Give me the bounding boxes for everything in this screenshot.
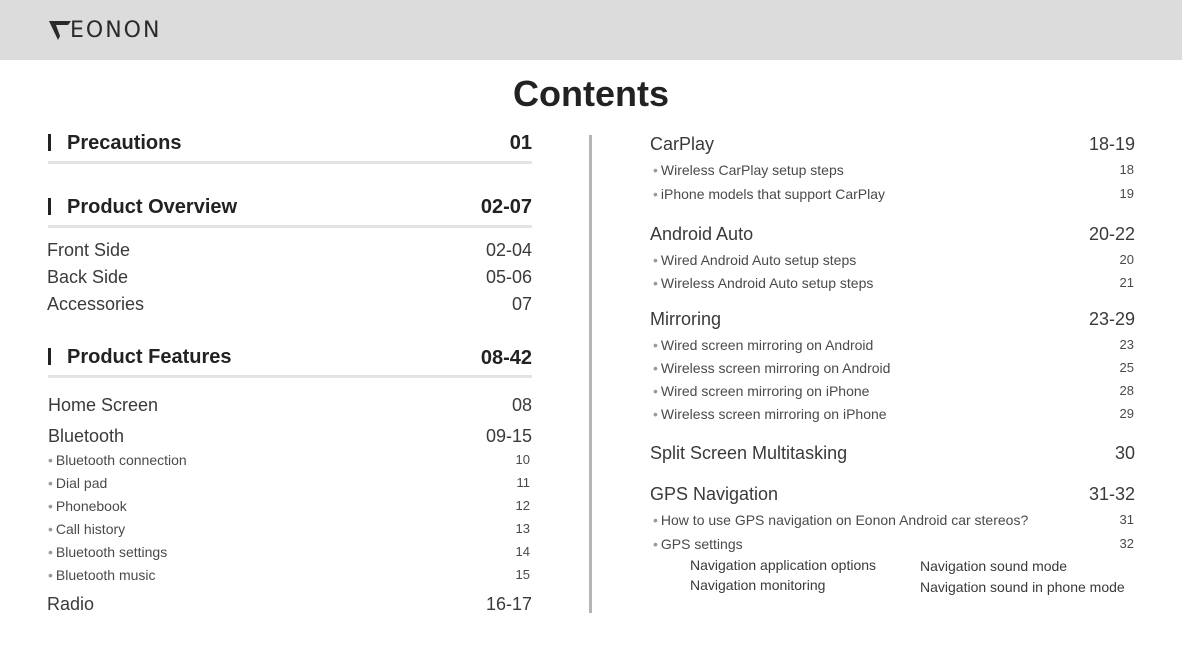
toc-subitem: • Wireless screen mirroring on iPhone: [653, 406, 887, 422]
toc-item-bluetooth: Bluetooth: [48, 426, 125, 446]
toc-subitem: • Dial pad: [48, 475, 108, 491]
toc-item-radio: Radio: [47, 594, 95, 614]
toc-page-split-screen: 30: [1114, 443, 1135, 463]
brand-logo-text: EONON: [70, 18, 162, 43]
toc-page-bluetooth: 09-15: [485, 426, 532, 446]
section-title-product-features: Product Features: [67, 346, 232, 368]
toc-subpage: 15: [515, 567, 530, 582]
toc-subitem: • Wired screen mirroring on Android: [653, 337, 874, 353]
toc-subitem: • Wireless screen mirroring on Android: [653, 360, 891, 376]
toc-subitem: • Wireless Android Auto setup steps: [653, 275, 874, 291]
toc-subpage: 19: [1119, 186, 1134, 201]
toc-subpage: 10: [515, 452, 530, 467]
toc-subitem: • Bluetooth music: [48, 567, 156, 583]
toc-subpage: 25: [1119, 360, 1134, 375]
toc-subpage: 32: [1119, 536, 1134, 551]
toc-item-back-side: Back Side: [47, 267, 129, 287]
toc-subpage: 13: [515, 521, 530, 536]
toc-page-gps-navigation: 31-32: [1088, 484, 1135, 504]
toc-subitem: • Call history: [48, 521, 126, 537]
column-divider: [589, 135, 592, 613]
gps-setting-item: Navigation application options: [690, 557, 877, 573]
toc-page-back-side: 05-06: [485, 267, 532, 287]
toc-subpage: 28: [1119, 383, 1134, 398]
toc-subpage: 29: [1119, 406, 1134, 421]
section-marker: [48, 348, 51, 365]
section-marker: [48, 134, 51, 151]
toc-page-mirroring: 23-29: [1088, 309, 1135, 329]
toc-subpage: 23: [1119, 337, 1134, 352]
toc-item-android-auto: Android Auto: [650, 224, 754, 244]
toc-subpage: 11: [516, 475, 530, 490]
toc-subpage: 20: [1119, 252, 1134, 267]
section-rule: [48, 225, 532, 228]
section-marker: [48, 198, 51, 215]
toc-subpage: 31: [1119, 512, 1134, 527]
toc-item-gps-navigation: GPS Navigation: [650, 484, 779, 504]
section-pages-product-overview: 02-07: [480, 196, 532, 218]
toc-item-accessories: Accessories: [47, 294, 145, 314]
toc-page-home-screen: 08: [511, 395, 532, 415]
toc-page-android-auto: 20-22: [1088, 224, 1135, 244]
gps-setting-item: Navigation sound mode: [920, 558, 1068, 574]
page-title: Contents: [513, 73, 669, 114]
gps-setting-item: Navigation sound in phone mode: [920, 579, 1125, 595]
toc-item-front-side: Front Side: [47, 240, 131, 260]
toc-page-accessories: 07: [511, 294, 532, 314]
toc-subpage: 21: [1119, 275, 1134, 290]
header-bar: [0, 0, 1182, 60]
section-pages-precautions: 01: [509, 132, 532, 154]
toc-item-home-screen: Home Screen: [48, 395, 159, 415]
toc-subitem: • Wireless CarPlay setup steps: [653, 162, 844, 178]
toc-subitem: • iPhone models that support CarPlay: [653, 186, 886, 202]
toc-subitem: • GPS settings: [653, 536, 743, 552]
toc-page-radio: 16-17: [485, 594, 532, 614]
toc-subpage: 18: [1119, 162, 1134, 177]
toc-subitem: • Wired screen mirroring on iPhone: [653, 383, 870, 399]
toc-item-carplay: CarPlay: [650, 134, 715, 154]
eonon-logo-icon: [48, 18, 72, 42]
gps-setting-item: Navigation monitoring: [690, 577, 826, 593]
section-pages-product-features: 08-42: [480, 347, 532, 369]
section-rule: [48, 375, 532, 378]
toc-page-carplay: 18-19: [1088, 134, 1135, 154]
section-title-product-overview: Product Overview: [67, 196, 238, 218]
toc-item-mirroring: Mirroring: [650, 309, 722, 329]
toc-subitem: • How to use GPS navigation on Eonon Android car stereos?: [653, 512, 1029, 528]
section-rule: [48, 161, 532, 164]
section-title-precautions: Precautions: [67, 132, 182, 154]
toc-subpage: 14: [515, 544, 530, 559]
toc-subitem: • Bluetooth settings: [48, 544, 168, 560]
toc-subitem: • Bluetooth connection: [48, 452, 187, 468]
toc-page-front-side: 02-04: [485, 240, 532, 260]
toc-subpage: 12: [515, 498, 530, 513]
toc-item-split-screen: Split Screen Multitasking: [650, 443, 848, 463]
toc-subitem: • Phonebook: [48, 498, 127, 514]
toc-subitem: • Wired Android Auto setup steps: [653, 252, 857, 268]
